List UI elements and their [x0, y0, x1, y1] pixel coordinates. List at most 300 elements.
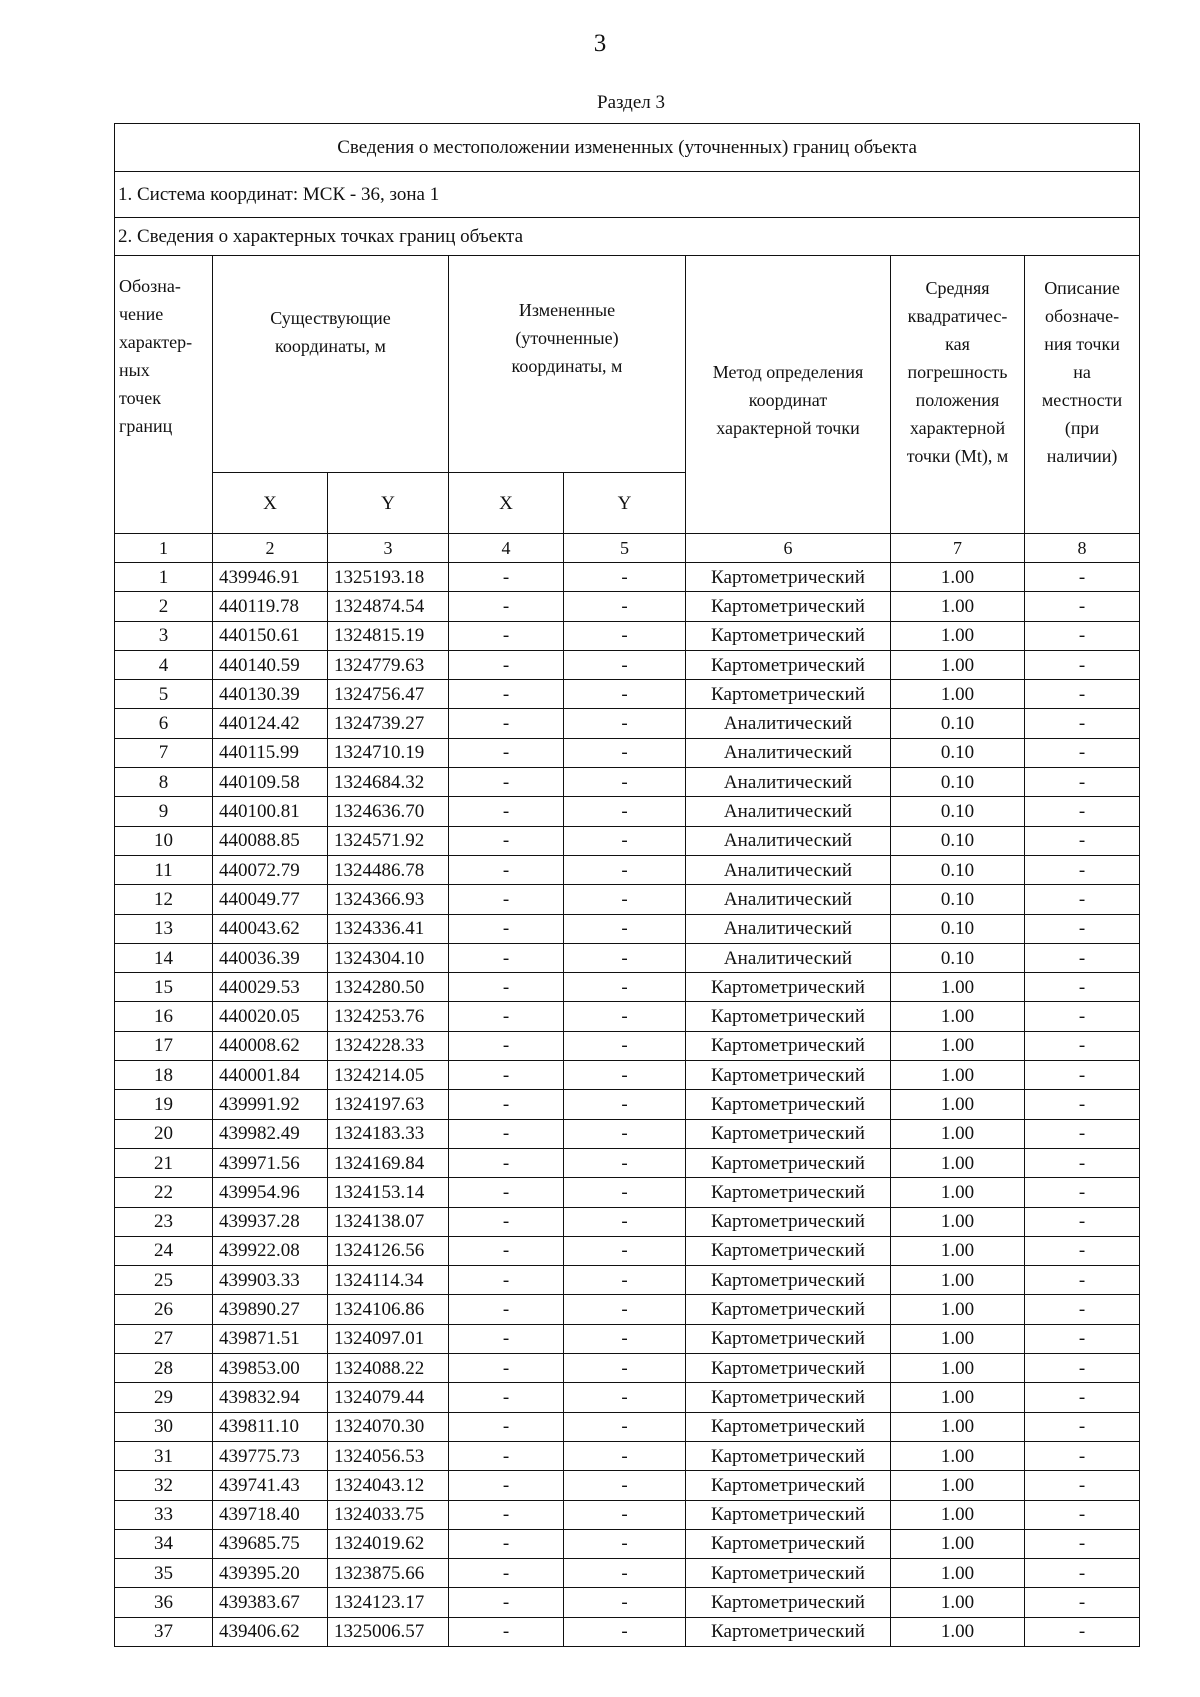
description-cell: - [1025, 1090, 1140, 1119]
table-body [115, 563, 1140, 1647]
method-cell: Аналитический [686, 855, 891, 884]
header-description [1025, 256, 1140, 534]
existing-x-cell: 439954.96 [213, 1178, 328, 1207]
changed-x-cell: - [449, 1383, 564, 1412]
changed-x-cell: - [449, 738, 564, 767]
header-line: Обозна- [119, 276, 181, 296]
point-number-cell: 24 [115, 1236, 213, 1265]
existing-x-cell: 440043.62 [213, 914, 328, 943]
changed-x-cell: - [449, 914, 564, 943]
existing-y-cell: 1324214.05 [328, 1061, 449, 1090]
existing-y-cell: 1324183.33 [328, 1119, 449, 1148]
description-cell: - [1025, 885, 1140, 914]
point-number-cell: 13 [115, 914, 213, 943]
existing-x-cell: 440100.81 [213, 797, 328, 826]
changed-y-cell: - [564, 885, 686, 914]
point-number-cell: 32 [115, 1471, 213, 1500]
header-accuracy [891, 256, 1025, 534]
header-line: точки (Mt), м [906, 446, 1009, 466]
method-cell: Картометрический [686, 1559, 891, 1588]
changed-x-cell: - [449, 1119, 564, 1148]
page-number: 3 [593, 30, 607, 57]
method-cell: Аналитический [686, 738, 891, 767]
table-row [115, 885, 1140, 914]
description-cell: - [1025, 1236, 1140, 1265]
description-cell: - [1025, 680, 1140, 709]
changed-x-cell: - [449, 943, 564, 972]
changed-y-cell: - [564, 1617, 686, 1646]
existing-y-cell: 1324097.01 [328, 1324, 449, 1353]
point-number-cell: 14 [115, 943, 213, 972]
existing-x-cell: 439383.67 [213, 1588, 328, 1617]
changed-y-cell: - [564, 563, 686, 592]
description-cell: - [1025, 1471, 1140, 1500]
description-cell: - [1025, 1031, 1140, 1060]
description-cell: - [1025, 1061, 1140, 1090]
description-cell: - [1025, 1324, 1140, 1353]
existing-x-cell: 440072.79 [213, 855, 328, 884]
changed-y-cell: - [564, 1236, 686, 1265]
changed-x-cell: - [449, 1412, 564, 1441]
table-row [115, 1178, 1140, 1207]
accuracy-cell: 0.10 [891, 768, 1025, 797]
accuracy-cell: 1.00 [891, 1529, 1025, 1558]
existing-x-cell: 439775.73 [213, 1441, 328, 1470]
header-line: границ [119, 416, 173, 436]
changed-y-cell: - [564, 1090, 686, 1119]
method-cell: Картометрический [686, 1061, 891, 1090]
header-existing-x: X [213, 473, 328, 534]
accuracy-cell: 1.00 [891, 1090, 1025, 1119]
table-row [115, 1383, 1140, 1412]
column-number: 3 [328, 534, 449, 563]
boundary-points-table [114, 123, 1140, 1647]
existing-x-cell: 440109.58 [213, 768, 328, 797]
description-cell: - [1025, 563, 1140, 592]
changed-y-cell: - [564, 1119, 686, 1148]
table-row [115, 1061, 1140, 1090]
header-line: ных [119, 360, 150, 380]
changed-y-cell: - [564, 943, 686, 972]
table-row [115, 1002, 1140, 1031]
method-cell: Картометрический [686, 1354, 891, 1383]
method-cell: Картометрический [686, 1148, 891, 1177]
accuracy-cell: 1.00 [891, 1500, 1025, 1529]
point-number-cell: 17 [115, 1031, 213, 1060]
point-number-cell: 25 [115, 1266, 213, 1295]
description-cell: - [1025, 914, 1140, 943]
description-cell: - [1025, 1148, 1140, 1177]
changed-x-cell: - [449, 1295, 564, 1324]
table-row [115, 973, 1140, 1002]
existing-y-cell: 1324756.47 [328, 680, 449, 709]
point-number-cell: 4 [115, 650, 213, 679]
method-cell: Аналитический [686, 768, 891, 797]
table-row [115, 709, 1140, 738]
method-cell: Картометрический [686, 1119, 891, 1148]
method-cell: Картометрический [686, 1295, 891, 1324]
accuracy-cell: 1.00 [891, 1236, 1025, 1265]
existing-y-cell: 1324815.19 [328, 621, 449, 650]
accuracy-cell: 0.10 [891, 738, 1025, 767]
point-number-cell: 7 [115, 738, 213, 767]
changed-x-cell: - [449, 592, 564, 621]
changed-x-cell: - [449, 1441, 564, 1470]
point-number-cell: 9 [115, 797, 213, 826]
changed-y-cell: - [564, 738, 686, 767]
table-row [115, 1295, 1140, 1324]
existing-x-cell: 439971.56 [213, 1148, 328, 1177]
description-cell: - [1025, 768, 1140, 797]
changed-y-cell: - [564, 855, 686, 884]
method-cell: Картометрический [686, 680, 891, 709]
existing-x-cell: 439685.75 [213, 1529, 328, 1558]
method-cell: Аналитический [686, 885, 891, 914]
accuracy-cell: 1.00 [891, 1148, 1025, 1177]
point-number-cell: 21 [115, 1148, 213, 1177]
accuracy-cell: 1.00 [891, 1559, 1025, 1588]
changed-x-cell: - [449, 768, 564, 797]
point-number-cell: 2 [115, 592, 213, 621]
changed-y-cell: - [564, 1588, 686, 1617]
header-line: наличии) [1046, 446, 1118, 466]
description-cell: - [1025, 1002, 1140, 1031]
description-cell: - [1025, 738, 1140, 767]
existing-y-cell: 1324336.41 [328, 914, 449, 943]
point-number-cell: 22 [115, 1178, 213, 1207]
accuracy-cell: 0.10 [891, 885, 1025, 914]
existing-x-cell: 440001.84 [213, 1061, 328, 1090]
changed-x-cell: - [449, 855, 564, 884]
table-row [115, 1617, 1140, 1646]
existing-x-cell: 439853.00 [213, 1354, 328, 1383]
accuracy-cell: 0.10 [891, 914, 1025, 943]
changed-y-cell: - [564, 1559, 686, 1588]
changed-x-cell: - [449, 1500, 564, 1529]
existing-y-cell: 1324123.17 [328, 1588, 449, 1617]
method-cell: Картометрический [686, 1090, 891, 1119]
description-cell: - [1025, 1266, 1140, 1295]
changed-y-cell: - [564, 1500, 686, 1529]
changed-y-cell: - [564, 1207, 686, 1236]
point-number-cell: 29 [115, 1383, 213, 1412]
changed-x-cell: - [449, 563, 564, 592]
changed-y-cell: - [564, 650, 686, 679]
existing-x-cell: 439871.51 [213, 1324, 328, 1353]
existing-x-cell: 440029.53 [213, 973, 328, 1002]
method-cell: Картометрический [686, 1529, 891, 1558]
accuracy-cell: 1.00 [891, 1471, 1025, 1500]
table-row [115, 1471, 1140, 1500]
changed-x-cell: - [449, 650, 564, 679]
accuracy-cell: 0.10 [891, 855, 1025, 884]
accuracy-cell: 1.00 [891, 1295, 1025, 1324]
changed-y-cell: - [564, 914, 686, 943]
changed-x-cell: - [449, 797, 564, 826]
existing-y-cell: 1324043.12 [328, 1471, 449, 1500]
existing-x-cell: 439922.08 [213, 1236, 328, 1265]
description-cell: - [1025, 973, 1140, 1002]
method-cell: Аналитический [686, 709, 891, 738]
table-row [115, 826, 1140, 855]
existing-y-cell: 1324228.33 [328, 1031, 449, 1060]
accuracy-cell: 0.10 [891, 943, 1025, 972]
existing-x-cell: 439946.91 [213, 563, 328, 592]
existing-y-cell: 1324114.34 [328, 1266, 449, 1295]
column-number: 6 [686, 534, 891, 563]
changed-y-cell: - [564, 1471, 686, 1500]
accuracy-cell: 1.00 [891, 1383, 1025, 1412]
accuracy-cell: 1.00 [891, 1207, 1025, 1236]
method-cell: Картометрический [686, 1266, 891, 1295]
point-number-cell: 20 [115, 1119, 213, 1148]
method-cell: Картометрический [686, 1324, 891, 1353]
point-number-cell: 5 [115, 680, 213, 709]
header-line: ния точки [1044, 334, 1120, 354]
changed-y-cell: - [564, 1412, 686, 1441]
table-row [115, 1090, 1140, 1119]
table-row [115, 1441, 1140, 1470]
point-number-cell: 18 [115, 1061, 213, 1090]
method-cell: Картометрический [686, 1031, 891, 1060]
column-number: 8 [1025, 534, 1140, 563]
existing-x-cell: 439811.10 [213, 1412, 328, 1441]
description-cell: - [1025, 1441, 1140, 1470]
existing-y-cell: 1324126.56 [328, 1236, 449, 1265]
existing-y-cell: 1324304.10 [328, 943, 449, 972]
points-section-title: 2. Сведения о характерных точках границ объекта [115, 218, 1140, 256]
point-number-cell: 35 [115, 1559, 213, 1588]
changed-x-cell: - [449, 621, 564, 650]
changed-x-cell: - [449, 1588, 564, 1617]
table-row [115, 1412, 1140, 1441]
existing-x-cell: 440049.77 [213, 885, 328, 914]
existing-x-cell: 439395.20 [213, 1559, 328, 1588]
table-row [115, 1500, 1140, 1529]
method-cell: Картометрический [686, 1412, 891, 1441]
table-row [115, 1119, 1140, 1148]
table-row [115, 914, 1140, 943]
method-cell: Картометрический [686, 1207, 891, 1236]
header-changed-x: X [449, 473, 564, 534]
changed-x-cell: - [449, 1148, 564, 1177]
existing-x-cell: 439718.40 [213, 1500, 328, 1529]
accuracy-cell: 1.00 [891, 1119, 1025, 1148]
method-cell: Аналитический [686, 826, 891, 855]
accuracy-cell: 1.00 [891, 1588, 1025, 1617]
point-number-cell: 1 [115, 563, 213, 592]
changed-y-cell: - [564, 1002, 686, 1031]
accuracy-cell: 1.00 [891, 973, 1025, 1002]
point-number-cell: 31 [115, 1441, 213, 1470]
header-line: Измененные [518, 300, 616, 320]
header-line: характерной [909, 418, 1006, 438]
existing-y-cell: 1324106.86 [328, 1295, 449, 1324]
point-number-cell: 27 [115, 1324, 213, 1353]
accuracy-cell: 1.00 [891, 563, 1025, 592]
changed-y-cell: - [564, 1441, 686, 1470]
changed-y-cell: - [564, 1148, 686, 1177]
method-cell: Картометрический [686, 1441, 891, 1470]
changed-y-cell: - [564, 621, 686, 650]
method-cell: Картометрический [686, 1178, 891, 1207]
changed-x-cell: - [449, 1207, 564, 1236]
header-line: (уточненные) [515, 328, 619, 348]
changed-x-cell: - [449, 1529, 564, 1558]
existing-x-cell: 439832.94 [213, 1383, 328, 1412]
existing-y-cell: 1324571.92 [328, 826, 449, 855]
table-row [115, 1031, 1140, 1060]
existing-x-cell: 439991.92 [213, 1090, 328, 1119]
point-number-cell: 28 [115, 1354, 213, 1383]
changed-y-cell: - [564, 709, 686, 738]
existing-y-cell: 1324070.30 [328, 1412, 449, 1441]
existing-y-cell: 1324079.44 [328, 1383, 449, 1412]
changed-x-cell: - [449, 1178, 564, 1207]
existing-x-cell: 440124.42 [213, 709, 328, 738]
changed-y-cell: - [564, 1324, 686, 1353]
point-number-cell: 15 [115, 973, 213, 1002]
changed-y-cell: - [564, 1295, 686, 1324]
table-row [115, 855, 1140, 884]
existing-y-cell: 1324280.50 [328, 973, 449, 1002]
description-cell: - [1025, 1412, 1140, 1441]
changed-y-cell: - [564, 1383, 686, 1412]
description-cell: - [1025, 797, 1140, 826]
existing-x-cell: 440115.99 [213, 738, 328, 767]
table-row [115, 1148, 1140, 1177]
existing-y-cell: 1324710.19 [328, 738, 449, 767]
header-designation [115, 256, 213, 534]
changed-x-cell: - [449, 885, 564, 914]
changed-y-cell: - [564, 680, 686, 709]
existing-x-cell: 440140.59 [213, 650, 328, 679]
method-cell: Картометрический [686, 563, 891, 592]
changed-y-cell: - [564, 1266, 686, 1295]
description-cell: - [1025, 1529, 1140, 1558]
table-row [115, 1207, 1140, 1236]
point-number-cell: 23 [115, 1207, 213, 1236]
header-existing-y: Y [328, 473, 449, 534]
existing-x-cell: 440119.78 [213, 592, 328, 621]
table-row [115, 621, 1140, 650]
existing-y-cell: 1324138.07 [328, 1207, 449, 1236]
accuracy-cell: 0.10 [891, 797, 1025, 826]
existing-x-cell: 440008.62 [213, 1031, 328, 1060]
existing-y-cell: 1324153.14 [328, 1178, 449, 1207]
table-row [115, 592, 1140, 621]
method-cell: Картометрический [686, 1002, 891, 1031]
column-number: 7 [891, 534, 1025, 563]
table-row [115, 680, 1140, 709]
coordinate-system: 1. Система координат: МСК - 36, зона 1 [115, 172, 1140, 218]
existing-x-cell: 439890.27 [213, 1295, 328, 1324]
changed-x-cell: - [449, 1471, 564, 1500]
table-row [115, 738, 1140, 767]
accuracy-cell: 1.00 [891, 1002, 1025, 1031]
changed-y-cell: - [564, 1061, 686, 1090]
point-number-cell: 19 [115, 1090, 213, 1119]
header-line: положения [915, 390, 1000, 410]
changed-y-cell: - [564, 592, 686, 621]
existing-y-cell: 1323875.66 [328, 1559, 449, 1588]
header-line: точек [119, 388, 161, 408]
header-line: (при [1064, 418, 1100, 438]
header-existing-coordinates [213, 256, 449, 473]
header-line: погрешность [907, 362, 1008, 382]
existing-x-cell: 439903.33 [213, 1266, 328, 1295]
column-number: 4 [449, 534, 564, 563]
existing-x-cell: 440036.39 [213, 943, 328, 972]
changed-y-cell: - [564, 768, 686, 797]
changed-x-cell: - [449, 973, 564, 1002]
point-number-cell: 33 [115, 1500, 213, 1529]
table-row [115, 1559, 1140, 1588]
description-cell: - [1025, 1500, 1140, 1529]
table-row [115, 1266, 1140, 1295]
header-line: координат [748, 389, 828, 410]
method-cell: Картометрический [686, 621, 891, 650]
table-row [115, 650, 1140, 679]
method-cell: Аналитический [686, 797, 891, 826]
accuracy-cell: 1.00 [891, 1324, 1025, 1353]
existing-y-cell: 1324033.75 [328, 1500, 449, 1529]
description-cell: - [1025, 826, 1140, 855]
header-line: чение [119, 304, 164, 324]
changed-x-cell: - [449, 1559, 564, 1588]
existing-y-cell: 1324088.22 [328, 1354, 449, 1383]
accuracy-cell: 1.00 [891, 1412, 1025, 1441]
method-cell: Картометрический [686, 1617, 891, 1646]
existing-y-cell: 1325193.18 [328, 563, 449, 592]
header-line: местности [1041, 390, 1123, 410]
description-cell: - [1025, 1119, 1140, 1148]
point-number-cell: 36 [115, 1588, 213, 1617]
point-number-cell: 6 [115, 709, 213, 738]
description-cell: - [1025, 1207, 1140, 1236]
method-cell: Картометрический [686, 592, 891, 621]
header-line: на [1073, 362, 1091, 382]
accuracy-cell: 0.10 [891, 709, 1025, 738]
changed-x-cell: - [449, 1002, 564, 1031]
description-cell: - [1025, 943, 1140, 972]
changed-x-cell: - [449, 680, 564, 709]
existing-y-cell: 1324197.63 [328, 1090, 449, 1119]
point-number-cell: 3 [115, 621, 213, 650]
changed-x-cell: - [449, 1031, 564, 1060]
header-line: обозначе- [1044, 306, 1120, 326]
changed-x-cell: - [449, 1324, 564, 1353]
changed-y-cell: - [564, 973, 686, 1002]
header-line: Средняя [925, 278, 990, 298]
existing-y-cell: 1324169.84 [328, 1148, 449, 1177]
header-line: квадратичес- [907, 306, 1008, 326]
header-line: кая [945, 334, 970, 354]
accuracy-cell: 1.00 [891, 1266, 1025, 1295]
accuracy-cell: 1.00 [891, 1061, 1025, 1090]
table-title: Сведения о местоположении измененных (уточненных) границ объекта [115, 124, 1140, 172]
table-row [115, 1324, 1140, 1353]
point-number-cell: 11 [115, 855, 213, 884]
existing-x-cell: 439937.28 [213, 1207, 328, 1236]
existing-x-cell: 440020.05 [213, 1002, 328, 1031]
table-row [115, 563, 1140, 592]
changed-y-cell: - [564, 1529, 686, 1558]
point-number-cell: 12 [115, 885, 213, 914]
method-cell: Картометрический [686, 973, 891, 1002]
description-cell: - [1025, 1559, 1140, 1588]
existing-x-cell: 439982.49 [213, 1119, 328, 1148]
